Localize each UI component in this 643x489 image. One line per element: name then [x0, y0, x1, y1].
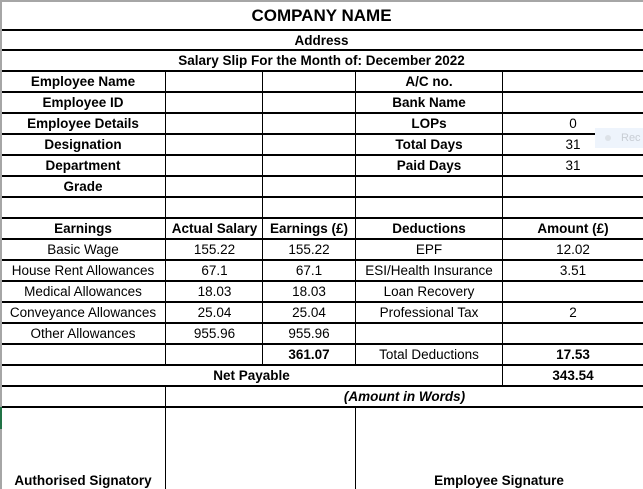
total-deductions-label: Total Deductions: [379, 347, 479, 362]
header-deductions: Deductions: [392, 221, 466, 236]
company-name[interactable]: COMPANY NAME: [251, 6, 392, 25]
deduction-name: ESI/Health Insurance: [365, 263, 493, 278]
earning-amount[interactable]: 18.03: [292, 284, 326, 299]
grid-line: [0, 280, 643, 282]
grid-line: [0, 196, 643, 198]
deduction-name: Loan Recovery: [383, 284, 475, 299]
authorised-signatory: Authorised Signatory: [14, 473, 152, 488]
label-designation: Designation: [44, 137, 122, 152]
grid-line: [0, 343, 643, 345]
value-total-days[interactable]: 31: [565, 137, 581, 152]
value-designation[interactable]: [166, 134, 263, 155]
value-ac-no[interactable]: [503, 71, 643, 92]
row-selection-marker: [0, 407, 2, 429]
grid-line: [0, 301, 643, 303]
grid-line: [502, 71, 503, 386]
earning-amount[interactable]: 955.96: [288, 326, 330, 341]
grid-line: [355, 407, 356, 489]
sheet-top-edge: [0, 0, 643, 2]
grid-line: [0, 49, 643, 51]
grid-line: [0, 364, 643, 366]
slip-title[interactable]: Salary Slip For the Month of: December 2022: [178, 53, 465, 68]
earnings-total[interactable]: 361.07: [288, 347, 330, 362]
earning-name: House Rent Allowances: [11, 263, 155, 278]
label-lops: LOPs: [411, 116, 447, 131]
grid-line: [355, 71, 356, 365]
deduction-amount[interactable]: [503, 323, 643, 344]
earning-actual[interactable]: 18.03: [197, 284, 232, 299]
value-bank-name[interactable]: [503, 92, 643, 113]
grid-line: [165, 386, 166, 489]
grid-line: [0, 29, 643, 31]
deduction-name: [355, 323, 503, 344]
grid-line: [165, 71, 166, 365]
label-department: Department: [45, 158, 121, 173]
earning-actual[interactable]: 155.22: [193, 242, 236, 257]
employee-signature: Employee Signature: [434, 473, 564, 488]
label-grade: Grade: [63, 179, 103, 194]
grid-line: [262, 71, 263, 365]
earning-actual[interactable]: 25.04: [197, 305, 232, 320]
value-paid-days[interactable]: 31: [565, 158, 581, 173]
label-bank-name: Bank Name: [392, 95, 466, 110]
grid-line: [0, 322, 643, 324]
header-deduction-amount: Amount (£): [537, 221, 609, 236]
deduction-name: EPF: [415, 242, 443, 257]
earning-name: Conveyance Allowances: [9, 305, 157, 320]
label-paid-days: Paid Days: [396, 158, 462, 173]
earning-name: Medical Allowances: [24, 284, 142, 299]
deduction-amount[interactable]: 12.02: [556, 242, 590, 257]
header-earnings-amount: Earnings (£): [269, 221, 348, 236]
deduction-amount[interactable]: 2: [569, 305, 577, 320]
deduction-amount[interactable]: [503, 281, 643, 302]
deduction-name: Professional Tax: [379, 305, 479, 320]
label-employee-details: Employee Details: [27, 116, 139, 131]
label-employee-id: Employee ID: [42, 95, 124, 110]
floating-tooltip: [595, 128, 643, 148]
header-actual-salary: Actual Salary: [171, 221, 258, 236]
label-total-days: Total Days: [395, 137, 463, 152]
value-lops[interactable]: 0: [569, 116, 577, 131]
tooltip-text: Rec: [621, 132, 641, 144]
value-department[interactable]: [166, 155, 263, 176]
deduction-amount[interactable]: 3.51: [559, 263, 587, 278]
grid-line: [0, 217, 643, 219]
grid-line: [0, 385, 643, 387]
grid-line: [0, 112, 643, 114]
amount-in-words[interactable]: (Amount in Words): [343, 389, 466, 404]
grid-line: [0, 133, 643, 135]
grid-line: [0, 91, 643, 93]
grid-line: [0, 154, 643, 156]
earning-amount[interactable]: 25.04: [292, 305, 326, 320]
grid-line: [0, 70, 643, 72]
total-deductions-value[interactable]: 17.53: [556, 347, 590, 362]
grid-line: [0, 259, 643, 261]
header-earnings: Earnings: [54, 221, 112, 236]
net-payable-label: Net Payable: [213, 368, 290, 383]
value-employee-name[interactable]: [166, 71, 263, 92]
value-employee-details[interactable]: [166, 113, 263, 134]
bullet-icon: [605, 135, 611, 141]
earning-amount[interactable]: 155.22: [288, 242, 330, 257]
grid-line: [0, 406, 643, 408]
earning-actual[interactable]: 955.96: [193, 326, 236, 341]
label-employee-name: Employee Name: [30, 74, 136, 89]
company-address[interactable]: Address: [294, 32, 349, 48]
net-payable-value[interactable]: 343.54: [552, 368, 594, 383]
grid-line: [0, 238, 643, 240]
grid-line: [0, 175, 643, 177]
value-employee-id[interactable]: [166, 92, 263, 113]
earning-amount[interactable]: 67.1: [295, 263, 323, 278]
earning-name: Basic Wage: [47, 242, 119, 257]
label-ac-no: A/C no.: [405, 74, 453, 89]
earning-name: Other Allowances: [30, 326, 136, 341]
earning-actual[interactable]: 67.1: [201, 263, 228, 278]
value-grade[interactable]: [166, 176, 263, 197]
